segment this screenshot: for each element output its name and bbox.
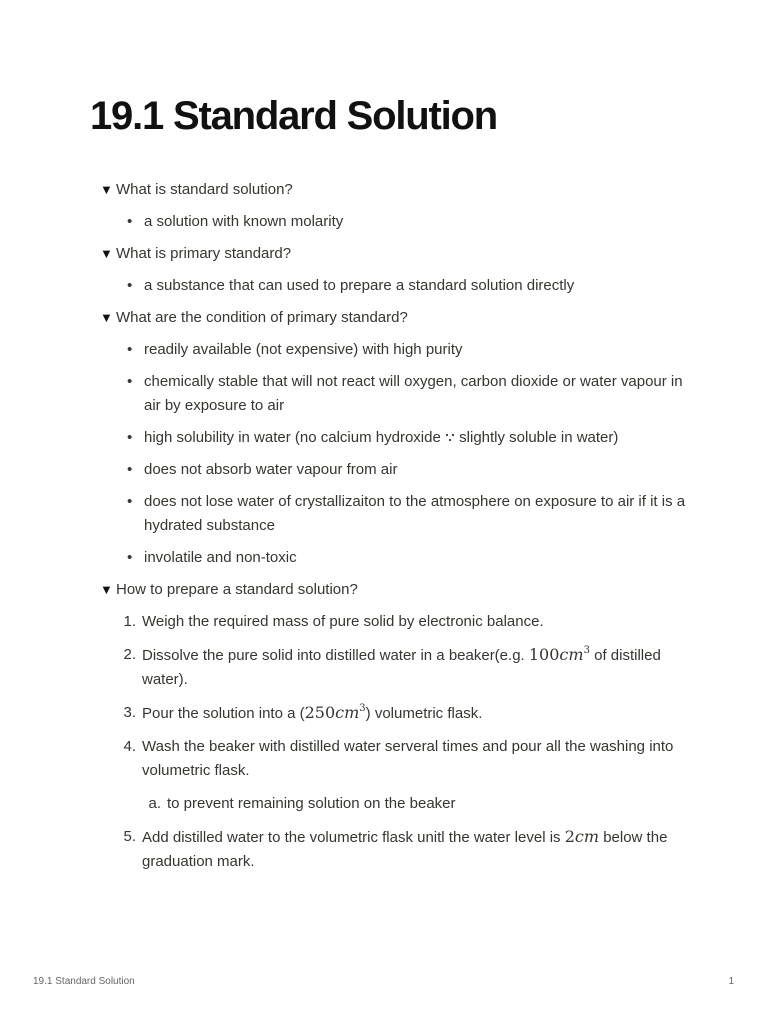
math-variable: cm	[559, 645, 584, 664]
toggle-question: How to prepare a standard solution?	[116, 581, 358, 598]
math-number: 100	[528, 645, 560, 664]
list-item-text: readily available (not expensive) with high purity	[144, 341, 463, 358]
list-item	[120, 426, 690, 450]
triangle-down-icon[interactable]: ▼	[100, 582, 113, 597]
math-exponent: 3	[359, 703, 366, 714]
list-item	[120, 490, 690, 538]
list-item-text-part: slightly soluble in water)	[454, 429, 619, 446]
list-item-text: does not lose water of crystallizaiton to the atmosphere on exposure to air if it is a hydrated substance	[144, 493, 686, 534]
bullet-icon	[120, 426, 144, 450]
math-variable: cm	[574, 827, 600, 846]
math-variable: cm	[335, 703, 360, 722]
list-number: 4.	[123, 738, 136, 755]
list-number: 1.	[123, 613, 136, 630]
footer-page-number: 1	[728, 976, 734, 987]
page-content	[100, 178, 690, 883]
list-item-text: Wash the beaker with distilled water serveral times and pour all the washing into volumetric flask.	[142, 738, 674, 779]
toggle-children	[100, 610, 690, 874]
list-item-text: a solution with known molarity	[144, 213, 344, 230]
text-part: Pour the solution into a (	[142, 705, 305, 722]
bullet-icon	[120, 546, 144, 570]
bullet-icon	[120, 338, 144, 362]
triangle-down-icon[interactable]: ▼	[100, 310, 113, 325]
list-item-text	[142, 825, 690, 874]
text-part: of distilled water).	[142, 647, 661, 688]
toggle-question: What are the condition of primary standard?	[116, 309, 408, 326]
list-number: 2.	[123, 646, 136, 663]
math-expression	[305, 703, 366, 722]
math-number: 250	[304, 703, 336, 722]
numbered-item	[120, 701, 690, 726]
list-item	[120, 458, 690, 482]
toggle-children	[100, 338, 690, 570]
bullet-icon	[120, 370, 144, 394]
page-title: 19.1 Standard Solution	[90, 94, 497, 138]
footer-page-title: 19.1 Standard Solution	[33, 976, 135, 987]
list-item	[120, 274, 690, 298]
list-item-text: chemically stable that will not react will oxygen, carbon dioxide or water vapour in air by exposure to air	[144, 373, 683, 414]
toggle-question: What is primary standard?	[116, 245, 292, 262]
toggle-summary[interactable]	[100, 306, 690, 330]
list-number: 5.	[123, 828, 136, 845]
triangle-down-icon[interactable]: ▼	[100, 182, 113, 197]
toggle-summary[interactable]	[100, 242, 690, 266]
numbered-item	[120, 735, 690, 783]
list-item-text	[142, 643, 690, 692]
text-part: Dissolve the pure solid into distilled water in a beaker(e.g.	[142, 647, 529, 664]
list-item-text: a substance that can used to prepare a standard solution directly	[144, 277, 575, 294]
bullet-icon	[120, 210, 144, 234]
list-item-text: to prevent remaining solution on the beaker	[167, 795, 456, 812]
list-item	[120, 370, 690, 418]
list-number: 3.	[123, 704, 136, 721]
math-number: 2	[564, 827, 575, 846]
bullet-icon	[120, 274, 144, 298]
math-expression	[565, 827, 599, 846]
list-item	[120, 546, 690, 570]
toggle-what-is-standard-solution	[100, 178, 690, 234]
numbered-item	[120, 610, 690, 634]
text-part: ) volumetric flask.	[365, 705, 483, 722]
list-item-text: does not absorb water vapour from air	[144, 461, 398, 478]
toggle-children	[100, 274, 690, 298]
sub-list-item	[147, 792, 690, 816]
text-part: Add distilled water to the volumetric flask unitl the water level is	[142, 829, 565, 846]
toggle-how-to-prepare	[100, 578, 690, 874]
triangle-down-icon[interactable]: ▼	[100, 246, 113, 261]
toggle-what-is-primary-standard	[100, 242, 690, 298]
list-item-text-part: high solubility in water (no calcium hydroxide	[144, 429, 441, 446]
list-item	[120, 338, 690, 362]
list-item	[120, 210, 690, 234]
list-item-text: Weigh the required mass of pure solid by electronic balance.	[142, 613, 544, 630]
numbered-item	[120, 643, 690, 692]
numbered-item	[120, 825, 690, 874]
bullet-icon	[120, 458, 144, 482]
because-symbol-icon	[445, 432, 455, 442]
toggle-summary[interactable]	[100, 578, 690, 602]
list-item-text	[142, 701, 690, 726]
bullet-icon	[120, 490, 144, 514]
list-item-text	[144, 426, 690, 450]
text-part: below the graduation mark.	[142, 829, 668, 870]
math-exponent: 3	[583, 645, 590, 656]
list-letter: a.	[148, 795, 161, 812]
toggle-summary[interactable]	[100, 178, 690, 202]
toggle-question: What is standard solution?	[116, 181, 293, 198]
math-expression	[529, 645, 590, 664]
toggle-children	[100, 210, 690, 234]
list-item-text: involatile and non-toxic	[144, 549, 297, 566]
toggle-condition-of-primary-standard	[100, 306, 690, 570]
